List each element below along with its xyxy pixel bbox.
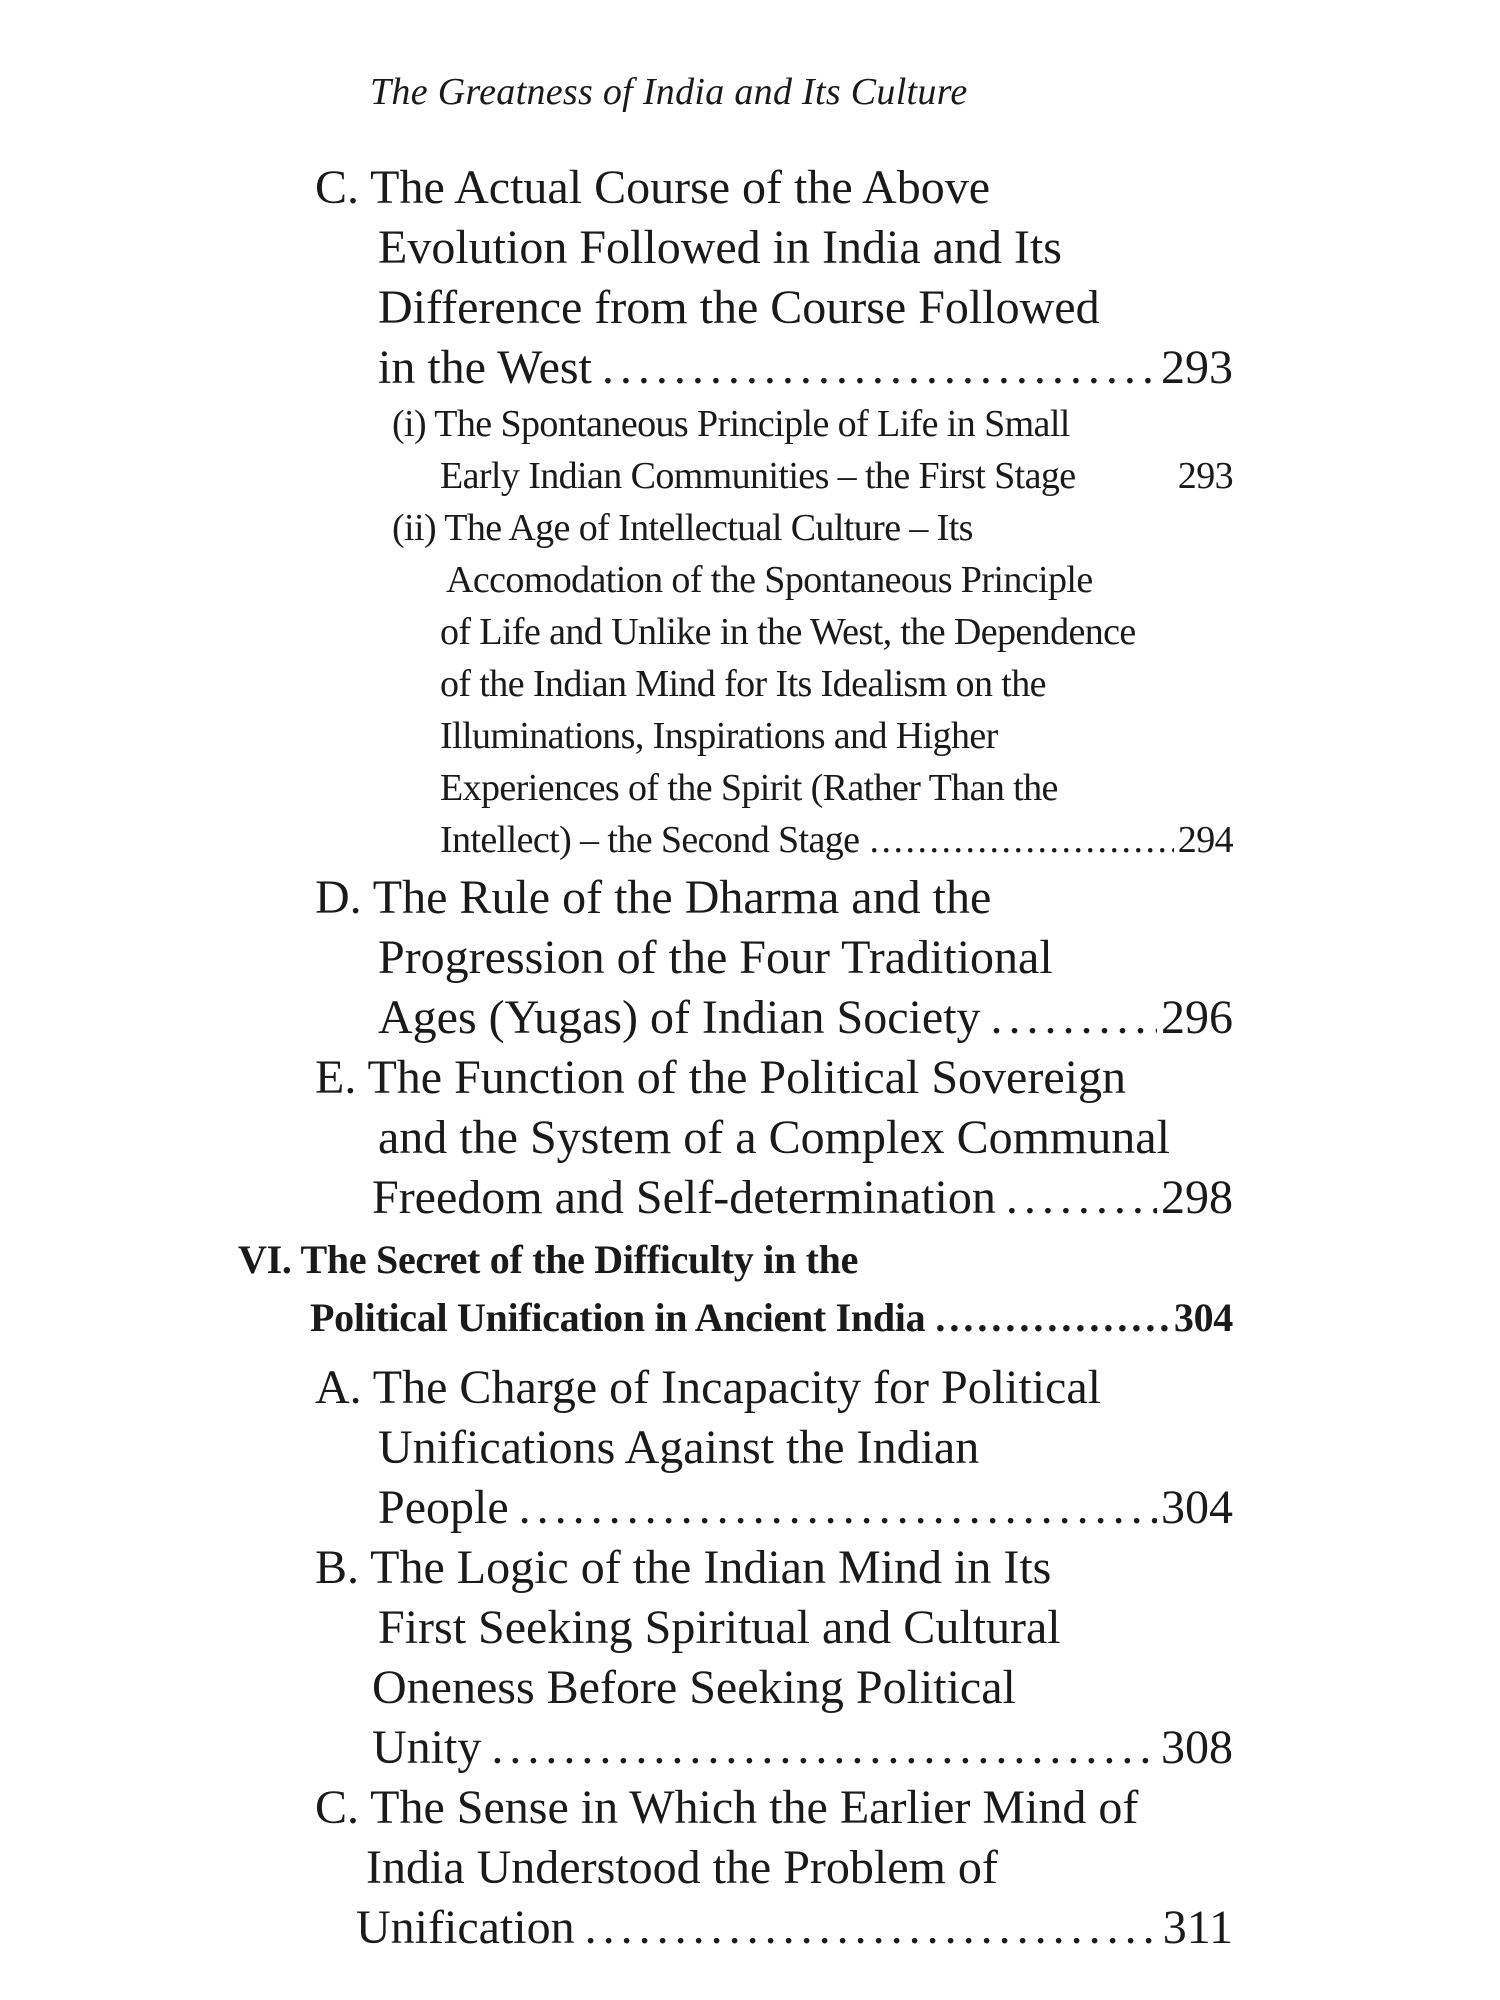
toc-entry-b-text: Unity: [372, 1721, 482, 1774]
toc-entry-c2-last-line[interactable]: [356, 1900, 1233, 1955]
dot-leader: [491, 1720, 1157, 1775]
dot-leader: [1006, 1170, 1157, 1225]
toc-entry-c1-ii-line-2: Accomodation of the Spontaneous Principle: [446, 559, 1093, 601]
dot-leader: [585, 1900, 1159, 1955]
toc-entry-c1-i-text: Early Indian Communities – the First Stage: [440, 455, 1076, 497]
dot-leader: [519, 1480, 1157, 1535]
toc-chapter-vi-line-1: VI. The Secret of the Difficulty in the: [238, 1237, 859, 1282]
toc-entry-c1-ii-line-1: (ii) The Age of Intellectual Culture – Its: [392, 507, 973, 549]
toc-entry-a-page: 304: [1161, 1481, 1233, 1534]
toc-entry-d-last-line[interactable]: [378, 990, 1233, 1045]
toc-entry-e-line-2: and the System of a Complex Communal: [378, 1111, 1170, 1164]
toc-entry-b-last-line[interactable]: [372, 1720, 1233, 1775]
toc-entry-e-last-line[interactable]: [372, 1170, 1233, 1225]
toc-entry-c1-ii-line-6: Experiences of the Spirit (Rather Than the: [440, 767, 1058, 809]
toc-entry-c2-line-2: India Understood the Problem of: [366, 1841, 998, 1894]
dot-leader: [991, 990, 1157, 1045]
toc-entry-c2-text: Unification: [356, 1901, 575, 1954]
toc-entry-c1-ii-line-4: of the Indian Mind for Its Idealism on the: [440, 663, 1046, 705]
toc-entry-c1-ii-line-3: of Life and Unlike in the West, the Dependence: [440, 611, 1136, 653]
toc-entry-d-page: 296: [1161, 991, 1233, 1044]
toc-entry-c1-page: 293: [1161, 341, 1233, 394]
dot-leader: [935, 1294, 1170, 1341]
toc-entry-a-last-line[interactable]: [378, 1480, 1233, 1535]
toc-entry-c1-ii-page: 294: [1177, 819, 1233, 861]
toc-chapter-vi-text: Political Unification in Ancient India: [310, 1295, 926, 1340]
toc-entry-c1-text: in the West: [378, 341, 592, 394]
toc-entry-b-line-3: Oneness Before Seeking Political: [372, 1661, 1016, 1714]
toc-entry-d-line-1: D. The Rule of the Dharma and the: [315, 871, 992, 924]
toc-entry-c1-line-3: Difference from the Course Followed: [378, 281, 1100, 334]
toc-entry-e-line-1: E. The Function of the Political Sovereign: [315, 1051, 1126, 1104]
toc-entry-c1-ii-text: Intellect) – the Second Stage: [440, 819, 860, 861]
toc-entry-b-line-1: B. The Logic of the Indian Mind in Its: [315, 1541, 1052, 1594]
toc-entry-c1-line-2: Evolution Followed in India and Its: [378, 221, 1062, 274]
toc-entry-a-text: People: [378, 1481, 509, 1534]
toc-entry-c1-i-page: 293: [1177, 455, 1233, 497]
toc-entry-b-line-2: First Seeking Spiritual and Cultural: [378, 1601, 1061, 1654]
toc-entry-d-text: Ages (Yugas) of Indian Society: [378, 991, 981, 1044]
toc-entry-c1-ii-line-5: Illuminations, Inspirations and Higher: [440, 715, 998, 757]
toc-entry-e-page: 298: [1161, 1171, 1233, 1224]
dot-leader: [602, 340, 1157, 395]
toc-entry-c1-i-line-1: (i) The Spontaneous Principle of Life in Small: [392, 403, 1070, 445]
toc-chapter-vi-page: 304: [1173, 1295, 1233, 1340]
toc-entry-a-line-1: A. The Charge of Incapacity for Political: [315, 1361, 1101, 1414]
toc-entry-c1-i-last-line[interactable]: [440, 454, 1233, 498]
toc-entry-c1-ii-last-line[interactable]: [440, 818, 1233, 862]
toc-entry-c2-line-1: C. The Sense in Which the Earlier Mind of: [315, 1781, 1139, 1834]
toc-entry-c1-line-1: C. The Actual Course of the Above: [315, 161, 990, 214]
toc-entry-e-text: Freedom and Self-determination: [372, 1171, 996, 1224]
running-header: The Greatness of India and Its Culture: [370, 71, 968, 113]
dot-leader: [869, 818, 1173, 862]
toc-entry-a-line-2: Unifications Against the Indian: [378, 1421, 980, 1474]
toc-entry-c2-page: 311: [1162, 1901, 1233, 1954]
toc-chapter-vi-last-line[interactable]: [310, 1294, 1233, 1341]
toc-entry-c1-last-line[interactable]: [378, 340, 1233, 395]
toc-entry-b-page: 308: [1161, 1721, 1233, 1774]
toc-entry-d-line-2: Progression of the Four Traditional: [378, 931, 1053, 984]
